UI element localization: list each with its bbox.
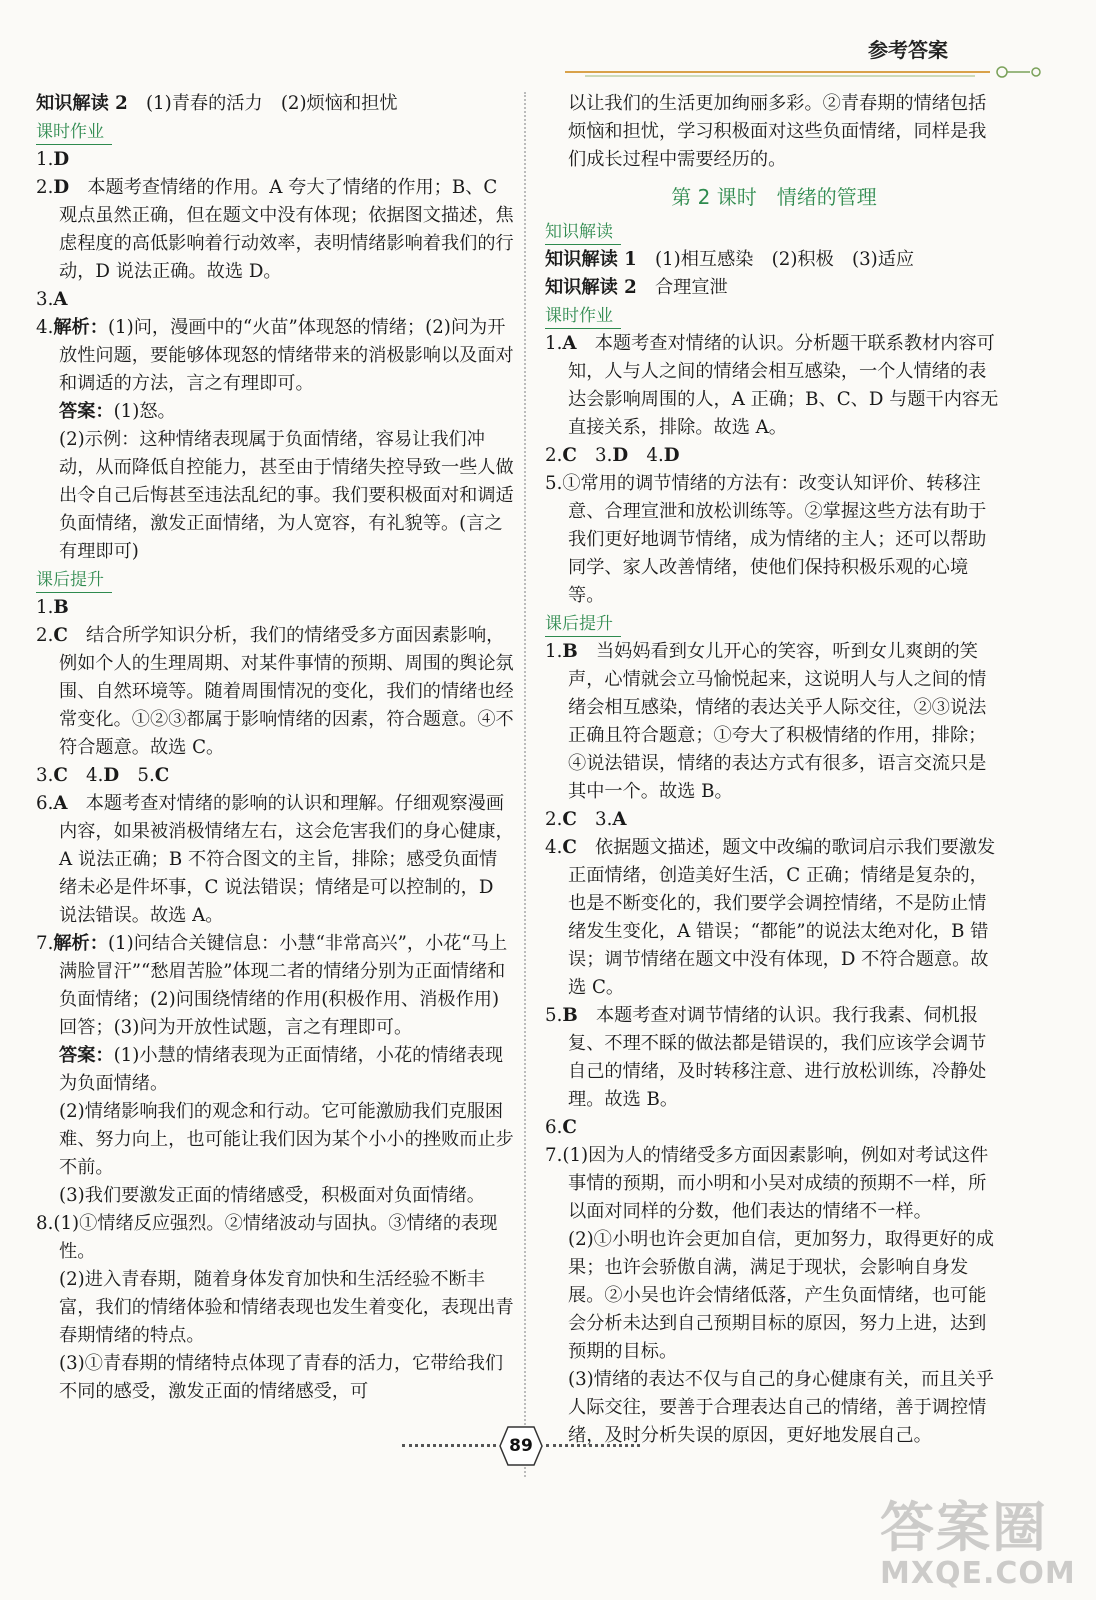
section-heading: 课后提升: [545, 612, 621, 637]
answer-detail: (2)进入青春期，随着身体发育加快和生活经验不断丰富，我们的情绪体验和情绪表现也发生着变化，表现出青春期情绪的特点。: [59, 1269, 514, 1346]
answer-detail: (2)示例：这种情绪表现属于负面情绪，容易让我们冲动，从而降低自控能力，甚至由于情绪失控导致一些人做出令自己后悔甚至违法乱纪的事。我们要积极面对和调适负面情绪，激发正面情绪，为人宽容，有礼貌等。(言之有理即可): [59, 429, 514, 562]
answer-item: 1.B: [36, 597, 69, 618]
section-heading: 课时作业: [545, 304, 621, 329]
answer-item: 4.解析：(1)问，漫画中的“火苗”体现怒的情绪；(2)问为开放性问题，要能够体现怒的情绪带来的消极影响以及面对和调适的方法，言之有理即可。: [36, 317, 514, 394]
answer-item: 3.A: [36, 289, 68, 310]
section-heading: 课时作业: [36, 120, 112, 145]
knowledge-item: 知识解读 2 (1)青春的活力 (2)烦恼和担忧: [36, 93, 398, 114]
section-heading: 课后提升: [36, 568, 112, 593]
answer-item: 1.D: [36, 149, 70, 170]
answer-detail: 答案：(1)小慧的情绪表现为正面情绪，小花的情绪表现为负面情绪。: [59, 1045, 504, 1094]
answer-item: 2.C 结合所学知识分析，我们的情绪受多方面因素影响，例如个人的生理周期、对某件事情的预期、周围的舆论氛围、自然环境等。随着周围情况的变化，我们的情绪也经常变化。①②③都属于影响情绪的因素，符合题意。④不符合题意。故选 C。: [36, 625, 514, 758]
answer-detail: (3)我们要激发正面的情绪感受，积极面对负面情绪。: [59, 1185, 485, 1206]
answer-item: 2.C 3.D 4.D: [545, 445, 680, 466]
answer-detail: 答案：(1)怒。: [59, 401, 176, 422]
page-number-dots-left: [402, 1444, 496, 1447]
page-number-dots-right: [546, 1444, 640, 1447]
watermark-logo: 答案圈 MXQE.COM: [880, 1496, 1076, 1591]
page-number: 89: [498, 1425, 544, 1467]
answer-detail: 以让我们的生活更加绚丽多彩。②青春期的情绪包括烦恼和担忧，学习积极面对这些负面情绪，同样是我们成长过程中需要经历的。: [568, 93, 987, 170]
knowledge-item: 知识解读 1 (1)相互感染 (2)积极 (3)适应: [545, 249, 915, 270]
answer-item: 6.C: [545, 1117, 577, 1138]
answer-item: 1.B 当妈妈看到女儿开心的笑容，听到女儿爽朗的笑声，心情就会立马愉悦起来，这说明人与人之间的情绪会相互感染，情绪的表达关乎人际交往，②③说法正确且符合题意；①夸大了积极情绪的作用，排除；④说法错误，情绪的表达方式有很多，语言交流只是其中一个。故选 B。: [545, 641, 987, 802]
answer-item: 5.B 本题考查对调节情绪的认识。我行我素、伺机报复、不理不睬的做法都是错误的，我们应该学会调节自己的情绪，及时转移注意、进行放松训练，冷静处理。故选 B。: [545, 1005, 987, 1110]
answer-item: 8.(1)①情绪反应强烈。②情绪波动与固执。③情绪的表现性。: [36, 1213, 498, 1262]
answer-item: 6.A 本题考查对情绪的影响的认识和理解。仔细观察漫画内容，如果被消极情绪左右，这会危害我们的身心健康，A 说法正确；B 不符合图文的主旨，排除；感受负面情绪未必是件坏事，C 说法错误；情绪是可以控制的，D 说法错误。故选 A。: [36, 793, 514, 926]
left-column: [36, 90, 514, 1406]
answer-item: 2.C 3.A: [545, 809, 627, 830]
answer-item: 7.解析：(1)问结合关键信息：小慧“非常高兴”，小花“马上满脸冒汗”“愁眉苦脸”体现二者的情绪分别为正面情绪和负面情绪；(2)问围绕情绪的作用(积极作用、消极作用)回答；(3)问为开放性试题，言之有理即可。: [36, 933, 508, 1038]
section-heading: 知识解读: [545, 220, 621, 245]
answer-item: 3.C 4.D 5.C: [36, 765, 170, 786]
knowledge-item: 知识解读 2 合理宣泄: [545, 277, 728, 298]
column-divider: [524, 92, 526, 1477]
right-column: [545, 90, 1003, 1450]
answer-detail: (2)①小明也许会更加自信，更加努力，取得更好的成果；也许会骄傲自满，满足于现状，会影响自身发展。②小吴也许会情绪低落，产生负面情绪，也可能会分析未达到自己预期目标的原因，努力上进，达到预期的目标。: [568, 1229, 994, 1362]
answer-item: 4.C 依据题文描述，题文中改编的歌词启示我们要激发正面情绪，创造美好生活，C 正确；情绪是复杂的，也是不断变化的，我们要学会调控情绪，不是防止情绪发生变化，A 错误；“都能”的说法太绝对化，B 错误；调节情绪在题文中没有体现，D 不符合题意。故选 C。: [545, 837, 996, 998]
header-decoration: [565, 64, 1045, 84]
answer-detail: (3)情绪的表达不仅与自己的身心健康有关，而且关乎人际交往，要善于合理表达自己的情绪，善于调控情绪，及时分析失误的原因，更好地发展自己。: [568, 1369, 994, 1446]
answer-detail: (2)情绪影响我们的观念和行动。它可能激励我们克服困难、努力向上，也可能让我们因为某个小小的挫败而止步不前。: [59, 1101, 514, 1178]
page-header-title: 参考答案: [868, 38, 948, 62]
answer-item: 5.①常用的调节情绪的方法有：改变认知评价、转移注意、合理宣泄和放松训练等。②掌握这些方法有助于我们更好地调节情绪，成为情绪的主人；还可以帮助同学、家人改善情绪，使他们保持积极乐观的心境等。: [545, 473, 987, 606]
answer-item: 2.D 本题考查情绪的作用。A 夸大了情绪的作用；B、C 观点虽然正确，但在题文中没有体现；依据图文描述，焦虑程度的高低影响着行动效率，表明情绪影响着我们的行动，D 说法正确。故选 D。: [36, 177, 514, 282]
answer-detail: (3)①青春期的情绪特点体现了青春的活力，它带给我们不同的感受，激发正面的情绪感受，可: [59, 1353, 504, 1402]
answer-item: 1.A 本题考查对情绪的认识。分析题干联系教材内容可知，人与人之间的情绪会相互感染，一个人情绪的表达会影响周围的人，A 正确；B、C、D 与题干内容无直接关系，排除。故选 A。: [545, 333, 999, 438]
answer-item: 7.(1)因为人的情绪受多方面因素影响，例如对考试这件事情的预期，而小明和小吴对成绩的预期不一样，所以面对同样的分数，他们表达的情绪不一样。: [545, 1145, 989, 1222]
lesson-title: 第 2 课时 情绪的管理: [671, 185, 877, 209]
